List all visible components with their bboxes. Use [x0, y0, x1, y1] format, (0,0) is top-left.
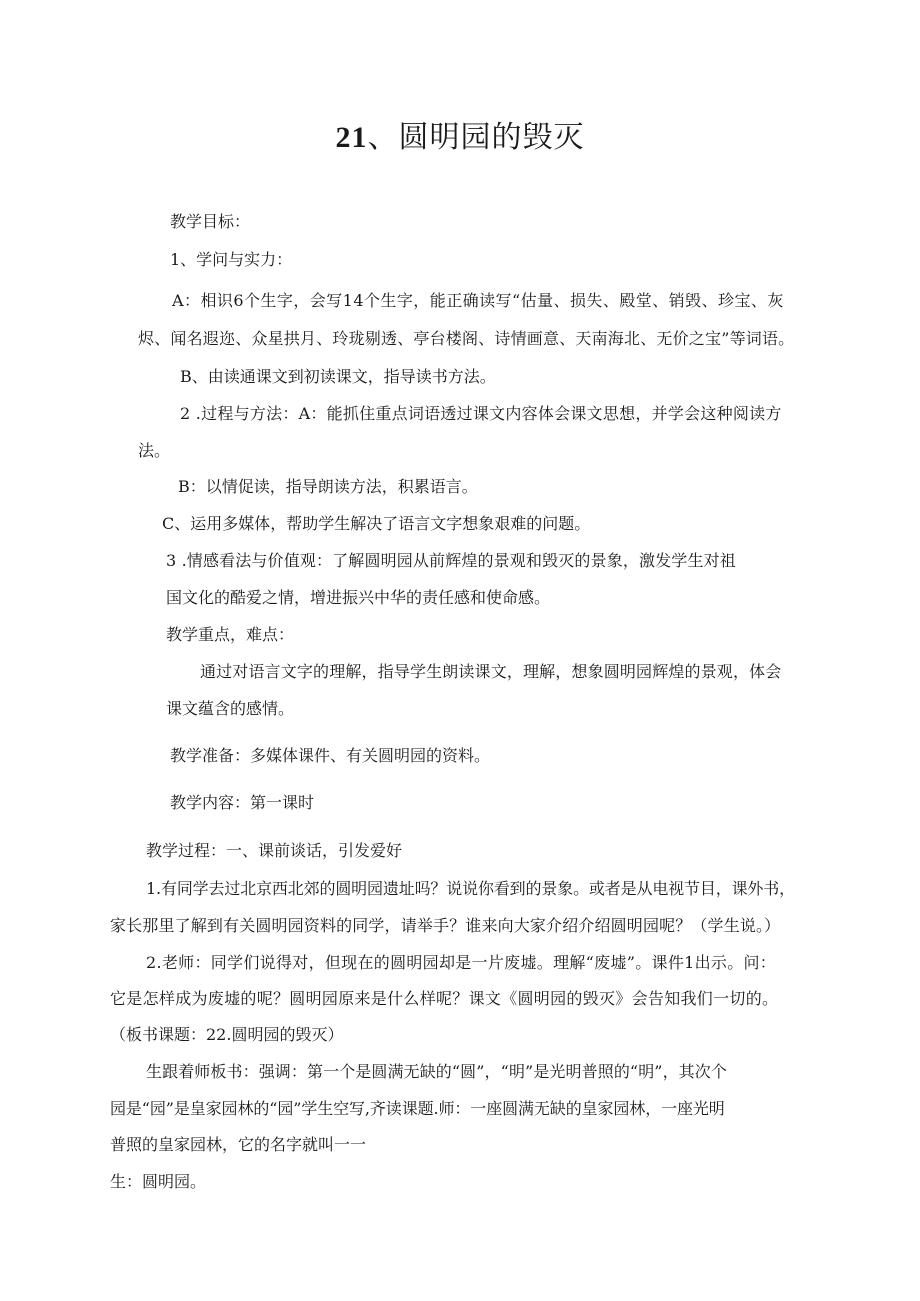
- student-answer: 生：圆明园。: [110, 1172, 207, 1191]
- goal-1b: B、由读通课文到初读课文，指导读书方法。: [180, 367, 496, 386]
- process-item-1-line-1: 1.有同学去过北京西北郊的圆明园遗址吗？说说你看到的景象。或者是从电视节目，课外书，: [146, 879, 795, 898]
- goal-2b: B：以情促读，指导朗读方法，积累语言。: [178, 477, 478, 496]
- goal-2c: C、运用多媒体，帮助学生解决了语言文字想象艰难的问题。: [162, 514, 591, 533]
- goal-1-heading: 1、学问与实力：: [170, 250, 293, 269]
- heading-teaching-goals: 教学目标：: [170, 212, 251, 231]
- goal-3-line-1: 3 .情感看法与价值观：了解圆明园从前辉煌的景观和毁灭的景象，激发学生对祖: [166, 551, 736, 570]
- title-text: 、圆明园的毁灭: [367, 120, 585, 155]
- teaching-process-heading: 教学过程：一、课前谈话，引发爱好: [146, 841, 403, 860]
- board-writing-line-3: 普照的皇家园林，它的名字就叫一一: [110, 1135, 367, 1154]
- process-item-2-line-2: 它是怎样成为废墟的呢？圆明园原来是什么样呢？课文《圆明园的毁灭》会告知我们一切的。: [110, 989, 779, 1008]
- key-points-line-1: 通过对语言文字的理解，指导学生朗读课文，理解，想象圆明园辉煌的景观，体会: [200, 662, 782, 681]
- board-title-note: （板书课题：22.圆明园的毁灭）: [110, 1025, 344, 1044]
- heading-key-points: 教学重点，难点：: [166, 625, 295, 644]
- goal-1a-line-1: A：相识6个生字，会写14个生字，能正确读写“估量、损失、殿堂、销毁、珍宝、灰: [172, 291, 784, 310]
- board-writing-line-2: 园是“园”是皇家园林的“园”学生空写,齐读课题.师：一座圆满无缺的皇家园林，一座光明: [110, 1099, 725, 1118]
- goal-2-line-1: 2 .过程与方法：A：能抓住重点词语透过课文内容体会课文思想，并学会这种阅读方: [180, 404, 782, 423]
- teaching-preparation: 教学准备：多媒体课件、有关圆明园的资料。: [170, 746, 491, 765]
- page-title: [0, 118, 920, 158]
- goal-1a-line-2: 烬、闻名遐迩、众星拱月、玲珑剔透、亭台楼阁、诗情画意、天南海北、无价之宝”等词语。: [138, 329, 795, 348]
- process-item-2-line-1: 2.老师：同学们说得对，但现在的圆明园却是一片废墟。理解“废墟”。课件1出示。问：: [146, 953, 777, 972]
- title-number: 21: [335, 121, 368, 154]
- teaching-content: 教学内容：第一课时: [170, 793, 315, 812]
- goal-3-line-2: 国文化的酷爱之情，增进振兴中华的责任感和使命感。: [166, 588, 551, 607]
- process-item-1-line-2: 家长那里了解到有关圆明园资料的同学，请举手？谁来向大家介绍介绍圆明园呢？（学生说。）: [110, 916, 781, 935]
- board-writing-line-1: 生跟着师板书：强调：第一个是圆满无缺的“圆”，“明”是光明普照的“明”，其次个: [146, 1062, 727, 1081]
- goal-2-line-2: 法。: [138, 441, 171, 460]
- key-points-line-2: 课文蕴含的感情。: [166, 699, 295, 718]
